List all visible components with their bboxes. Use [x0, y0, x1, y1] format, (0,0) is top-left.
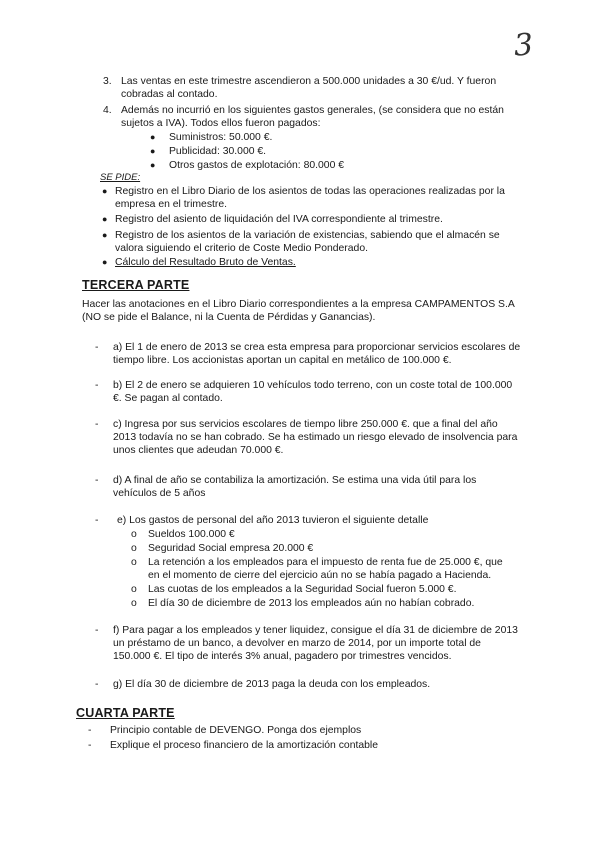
- dash-marker: -: [95, 475, 99, 486]
- section-intro: (NO se pide el Balance, ni la Cuenta de Pérdidas y Ganancias).: [82, 312, 376, 323]
- pide-item: empresa en el trimestre.: [115, 199, 228, 210]
- task-item-a: tiempo libre. Los accionistas aportan un capital en metálico de 100.000 €.: [113, 355, 452, 366]
- pide-item: Cálculo del Resultado Bruto de Ventas.: [115, 257, 296, 268]
- task-item-a: a) El 1 de enero de 2013 se crea esta empresa para proporcionar servicios escolares de: [113, 342, 521, 353]
- section-intro: Hacer las anotaciones en el Libro Diario correspondientes a la empresa CAMPAMENTOS S.A: [82, 299, 515, 310]
- item-text: sujetos a IVA). Todos ellos fueron pagados:: [121, 118, 321, 129]
- circle-marker-icon: o: [131, 543, 137, 554]
- bullet-icon: ●: [150, 160, 156, 170]
- task-item-c: 2013 todavía no se han cobrado. Se ha estimado un riesgo elevado de insolvencia para: [113, 432, 518, 443]
- item-number: 3.: [103, 76, 112, 87]
- circle-marker-icon: o: [131, 529, 137, 540]
- pide-item: Registro en el Libro Diario de los asientos de todas las operaciones realizadas por la: [115, 186, 505, 197]
- section-heading-tercera: TERCERA PARTE: [82, 278, 190, 292]
- question-item: Explique el proceso financiero de la amortización contable: [110, 740, 379, 751]
- page-number-mark: 3: [512, 27, 535, 64]
- dash-marker: -: [88, 725, 92, 736]
- bullet-icon: ●: [102, 214, 108, 224]
- task-item-b: b) El 2 de enero se adquieren 10 vehículos todo terreno, con un coste total de 100.000: [113, 380, 513, 391]
- task-item-f: f) Para pagar a los empleados y tener liquidez, consigue el día 31 de diciembre de 2013: [113, 625, 518, 636]
- bullet-icon: ●: [150, 132, 156, 142]
- sub-detail: Seguridad Social empresa 20.000 €: [148, 543, 314, 554]
- dash-marker: -: [95, 419, 99, 430]
- item-text: Además no incurrió en los siguientes gastos generales, (se considera que no están: [121, 105, 504, 116]
- section-heading-cuarta: CUARTA PARTE: [76, 706, 175, 720]
- dash-marker: -: [88, 740, 92, 751]
- sub-detail: El día 30 de diciembre de 2013 los empleados aún no habían cobrado.: [148, 598, 475, 609]
- bullet-icon: ●: [102, 230, 108, 240]
- dash-marker: -: [95, 625, 99, 636]
- item-text: Las ventas en este trimestre ascendieron a 500.000 unidades a 30 €/ud. Y fueron: [121, 76, 497, 87]
- bullet-icon: ●: [102, 257, 108, 267]
- sub-item: Suministros: 50.000 €.: [169, 132, 273, 143]
- dash-marker: -: [95, 515, 99, 526]
- sub-detail: en el momento de cierre del ejercicio aún no se había pagado a Hacienda.: [148, 570, 492, 581]
- task-item-c: c) Ingresa por sus servicios escolares de tiempo libre 250.000 €. que a final del año: [113, 419, 498, 430]
- pide-item: Registro de los asientos de la variación de existencias, sabiendo que el almacén se: [115, 230, 500, 241]
- bullet-icon: ●: [150, 146, 156, 156]
- task-item-b: €. Se pagan al contado.: [113, 393, 223, 404]
- pide-item: Registro del asiento de liquidación del IVA correspondiente al trimestre.: [115, 214, 443, 225]
- dash-marker: -: [95, 342, 99, 353]
- question-item: Principio contable de DEVENGO. Ponga dos ejemplos: [110, 725, 362, 736]
- sub-detail: Sueldos 100.000 €: [148, 529, 235, 540]
- task-item-e: e) Los gastos de personal del año 2013 tuvieron el siguiente detalle: [117, 515, 429, 526]
- task-item-d: d) A final de año se contabiliza la amortización. Se estima una vida útil para los: [113, 475, 477, 486]
- task-item-f: un préstamo de un banco, a devolver en marzo de 2014, por un importe total de: [113, 638, 481, 649]
- bullet-icon: ●: [102, 186, 108, 196]
- dash-marker: -: [95, 380, 99, 391]
- task-item-g: g) El día 30 de diciembre de 2013 paga la deuda con los empleados.: [113, 679, 431, 690]
- circle-marker-icon: o: [131, 598, 137, 609]
- sub-detail: La retención a los empleados para el impuesto de renta fue de 25.000 €, que: [148, 557, 503, 568]
- task-item-c: unos clientes que adeudan 70.000 €.: [113, 445, 284, 456]
- item-number: 4.: [103, 105, 112, 116]
- item-text: cobradas al contado.: [121, 89, 218, 100]
- sub-detail: Las cuotas de los empleados a la Seguridad Social fueron 5.000 €.: [148, 584, 457, 595]
- task-item-d: vehículos de 5 años: [113, 488, 206, 499]
- task-item-f: 150.000 €. El tipo de interés 3% anual, pagadero por trimestres vencidos.: [113, 651, 452, 662]
- pide-item: valora siguiendo el criterio de Coste Medio Ponderado.: [115, 243, 368, 254]
- dash-marker: -: [95, 679, 99, 690]
- circle-marker-icon: o: [131, 584, 137, 595]
- sub-item: Publicidad: 30.000 €.: [169, 146, 267, 157]
- circle-marker-icon: o: [131, 557, 137, 568]
- se-pide-label: SE PIDE:: [100, 172, 141, 183]
- sub-item: Otros gastos de explotación: 80.000 €: [169, 160, 345, 171]
